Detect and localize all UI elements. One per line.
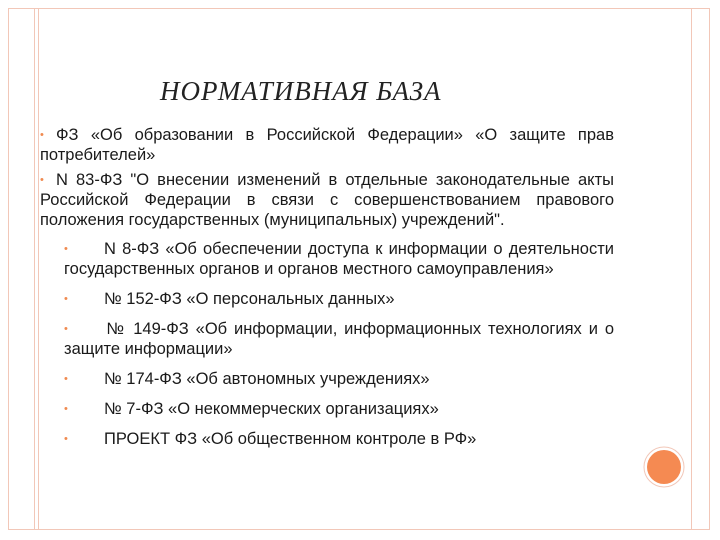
bullet-icon: • <box>64 323 68 335</box>
bullet-icon: • <box>64 403 68 415</box>
frame-rule-left-1 <box>34 8 35 530</box>
list-item <box>64 239 614 279</box>
circle-ornament-icon <box>643 446 685 488</box>
slide-content <box>40 125 614 459</box>
list-item-text: № 174-ФЗ «Об автономных учреждениях» <box>104 370 430 388</box>
list-item <box>64 369 614 389</box>
list-item-text: N 8-ФЗ «Об обеспечении доступа к информации о деятельности государственных органов и органов местного самоуправления» <box>64 240 614 278</box>
bullet-icon: • <box>64 243 68 255</box>
list-item <box>40 125 614 165</box>
list-item <box>40 170 614 230</box>
bullet-icon: • <box>64 293 68 305</box>
slide-title: НОРМАТИВНАЯ БАЗА <box>160 76 442 106</box>
list-item-text: № 7-ФЗ «О некоммерческих организациях» <box>104 400 439 418</box>
bullet-icon: • <box>40 129 44 141</box>
list-item-text: ФЗ «Об образовании в Российской Федерации» «О защите прав потребителей» <box>40 126 614 164</box>
list-item-text: ПРОЕКТ ФЗ «Об общественном контроле в РФ» <box>104 430 477 448</box>
bullet-icon: • <box>64 433 68 445</box>
list-item-text: № 149-ФЗ «Об информации, информационных технологиях и о защите информации» <box>64 320 614 358</box>
frame-rule-left-2 <box>38 8 39 530</box>
list-item <box>64 399 614 419</box>
frame-rule-right <box>691 8 692 530</box>
list-item-text: № 152-ФЗ «О персональных данных» <box>104 290 395 308</box>
list-item <box>64 319 614 359</box>
list-item <box>64 429 614 449</box>
list-item <box>64 289 614 309</box>
bullet-icon: • <box>40 174 44 186</box>
bullet-icon: • <box>64 373 68 385</box>
list-item-text: N 83-ФЗ "О внесении изменений в отдельные законодательные акты Российской Федерации в связи с совершенствованием правового положения государственных (муниципальных) учреждений". <box>40 171 614 229</box>
